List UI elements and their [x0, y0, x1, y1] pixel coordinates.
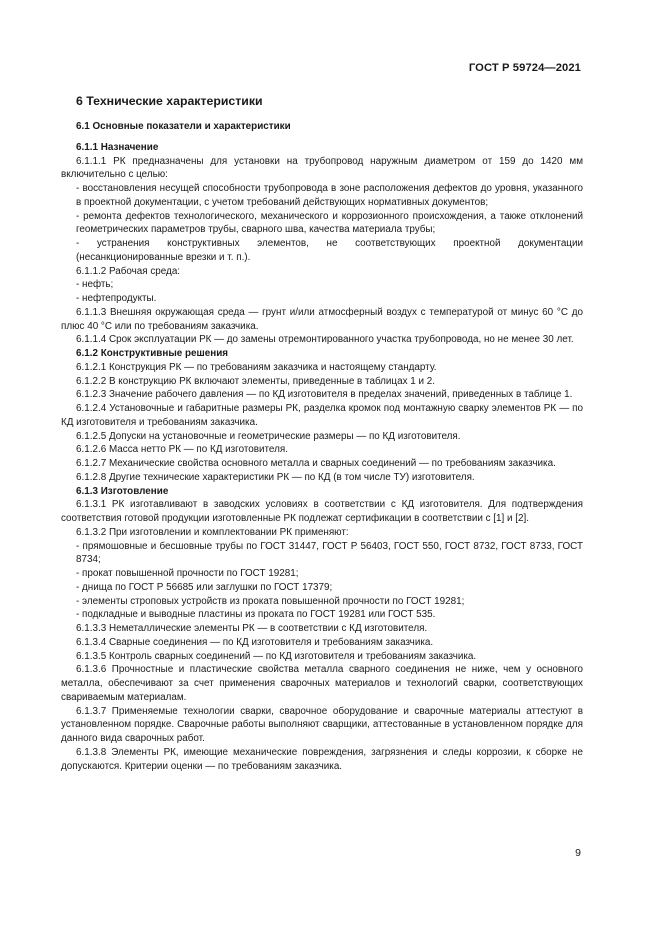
clause-paragraph: 6.1.3.1 РК изготавливают в заводских условиях в соответствии с КД изготовителя. Для подтверждения соответствия готовой продукции изготовленные РК подлежат сертификации в соответствии с [1] и [2].	[61, 499, 583, 524]
list-item: - нефть;	[76, 279, 114, 291]
list-item: - восстановления несущей способности трубопровода в зоне расположения дефектов до уровня, указанного в проектной документации, с учетом требований действующих нормативных документов;	[76, 183, 583, 208]
document-body	[61, 93, 583, 773]
list-item: - прокат повышенной прочности по ГОСТ 19281;	[76, 568, 299, 579]
clause-paragraph: 6.1.3.5 Контроль сварных соединений — по КД изготовителя и требованиям заказчика.	[76, 650, 477, 662]
clause-paragraph: 6.1.1.1 РК предназначены для установки на трубопровод наружным диаметром от 159 до 1420 мм включительно с целью:	[61, 155, 583, 181]
clause-paragraph: 6.1.3.2 При изготовлении и комплектовании РК применяют:	[76, 526, 349, 538]
clause-paragraph: 6.1.2.3 Значение рабочего давления — по КД изготовителя в пределах значений, приведенных в таблице 1.	[76, 389, 573, 401]
list-item: - устранения конструктивных элементов, не соответствующих проектной документации (несанкционированные врезки и т. п.).	[76, 238, 583, 263]
document-code: ГОСТ Р 59724—2021	[468, 62, 581, 74]
list-item: - ремонта дефектов технологического, механического и коррозионного происхождения, а также отклонений геометрических параметров трубы, сварного шва, качества материала трубы;	[76, 210, 583, 236]
section-title: 6 Технические характеристики	[76, 94, 263, 108]
list-item: - элементы строповых устройств из проката повышенной прочности по ГОСТ 19281;	[76, 595, 465, 607]
page-number: 9	[575, 847, 581, 859]
clause-paragraph: 6.1.1.2 Рабочая среда:	[76, 265, 181, 277]
clause-paragraph: 6.1.2.8 Другие технические характеристики РК — по КД (в том числе ТУ) изготовителя.	[76, 471, 475, 483]
list-item: - подкладные и выводные пластины из проката по ГОСТ 19281 или ГОСТ 535.	[76, 609, 436, 621]
clause-paragraph: 6.1.3.3 Неметаллические элементы РК — в соответствии с КД изготовителя.	[76, 623, 428, 634]
clause-paragraph: 6.1.1.4 Срок эксплуатации РК — до замены отремонтированного участка трубопровода, но не менее 30 лет.	[76, 334, 574, 346]
clause-paragraph: 6.1.3.6 Прочностные и пластические свойства металла сварного соединения не ниже, чем у основного металла, обеспечивают за счет применения сварочных материалов и технологий сварки, соответствующих свариваемым материалам.	[61, 664, 583, 703]
clause-paragraph: 6.1.1.3 Внешняя окружающая среда — грунт и/или атмосферный воздух с температурой от минус 60 °С до плюс 40 °С или по требованиям заказчика.	[61, 306, 583, 332]
clause-paragraph: 6.1.3.4 Сварные соединения — по КД изготовителя и требованиям заказчика.	[76, 636, 434, 648]
clause-paragraph: 6.1.2.7 Механические свойства основного металла и сварных соединений — по требованиям заказчика.	[76, 458, 556, 469]
list-item: - днища по ГОСТ Р 56685 или заглушки по ГОСТ 17379;	[76, 581, 333, 593]
list-item: - прямошовные и бесшовные трубы по ГОСТ 31447, ГОСТ Р 56403, ГОСТ 550, ГОСТ 8732, ГОСТ 8733, ГОСТ 8734;	[76, 540, 583, 566]
clause-paragraph: 6.1.3.7 Применяемые технологии сварки, сварочное оборудование и сварочные материалы аттестуют в установленном порядке. Сварочные работы выполняют сварщики, аттестованные в установленном порядке для данного вида сварочных работ.	[61, 705, 583, 744]
clause-paragraph: 6.1.2.2 В конструкцию РК включают элементы, приведенные в таблицах 1 и 2.	[76, 375, 435, 387]
clause-heading: 6.1.1 Назначение	[76, 141, 159, 153]
clause-paragraph: 6.1.2.6 Масса нетто РК — по КД изготовителя.	[76, 444, 288, 456]
list-item: - нефтепродукты.	[76, 293, 157, 304]
clause-heading: 6.1.3 Изготовление	[76, 485, 169, 497]
paragraph-list	[61, 141, 583, 774]
subsection-title: 6.1 Основные показатели и характеристики	[76, 121, 291, 132]
clause-paragraph: 6.1.3.8 Элементы РК, имеющие механические повреждения, загрязнения и следы коррозии, к сборке не допускаются. Критерии оценки — по требованиям заказчика.	[61, 746, 583, 772]
clause-paragraph: 6.1.2.4 Установочные и габаритные размеры РК, разделка кромок под монтажную сварку элементов РК — по КД изготовителя и требованиям заказчика.	[61, 403, 583, 428]
clause-heading: 6.1.2 Конструктивные решения	[76, 348, 229, 359]
clause-paragraph: 6.1.2.1 Конструкция РК — по требованиям заказчика и настоящему стандарту.	[76, 361, 437, 373]
clause-paragraph: 6.1.2.5 Допуски на установочные и геометрические размеры — по КД изготовителя.	[76, 430, 461, 442]
